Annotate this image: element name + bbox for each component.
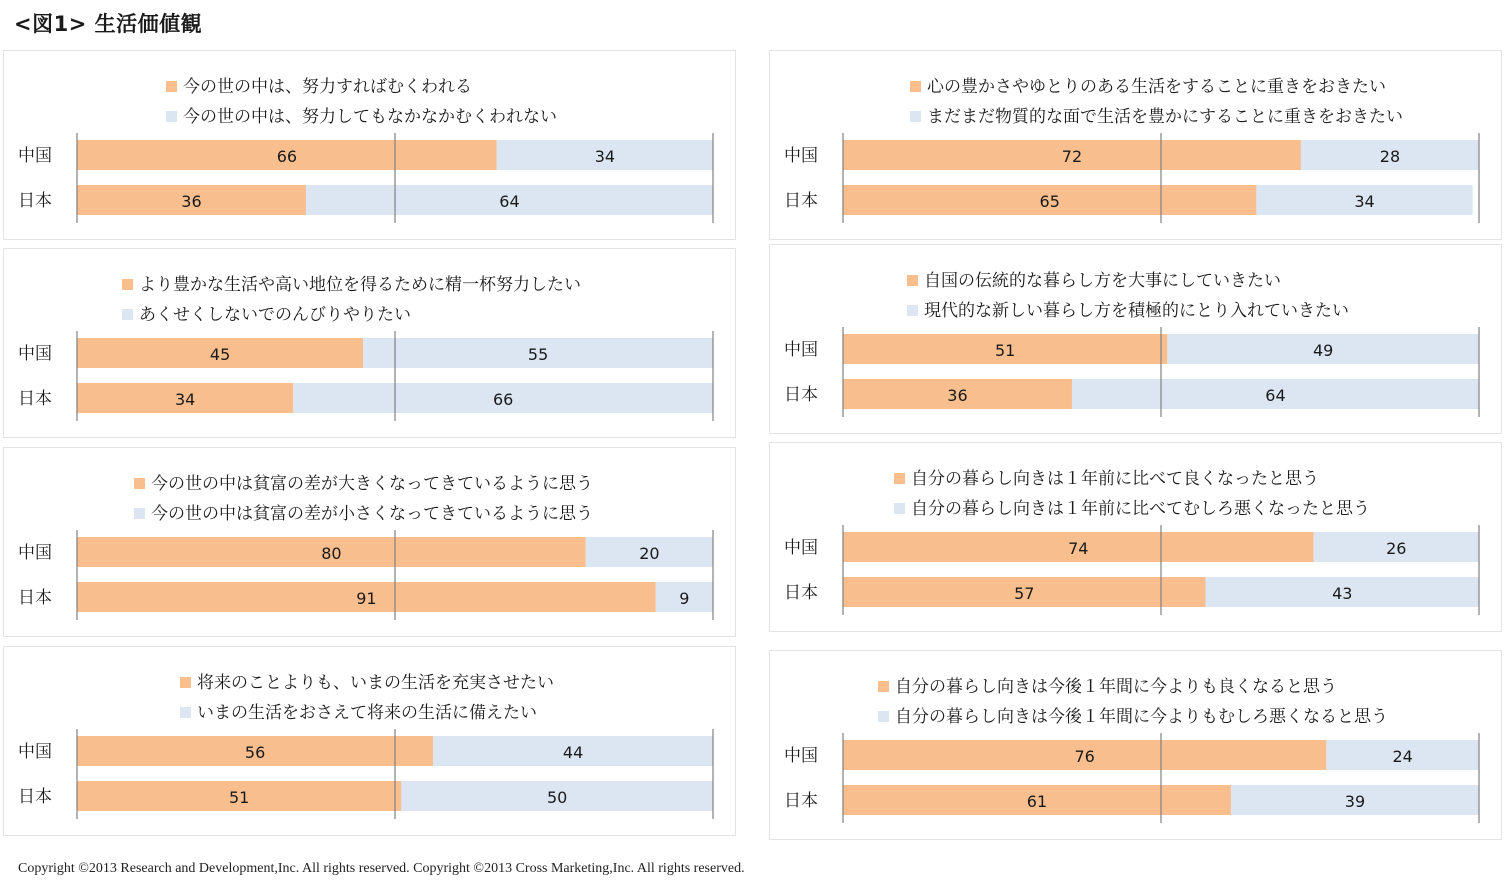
category-label: 日本 [18,191,52,211]
data-label: 64 [499,192,520,211]
chart-svg [4,647,735,835]
legend-label: 自国の伝統的な暮らし方を大事にしていきたい [924,271,1281,291]
category-label: 日本 [18,588,52,608]
data-label: 24 [1392,747,1413,766]
legend-label: 今の世の中は、努力してもなかなかむくわれない [183,107,557,127]
data-label: 66 [492,390,514,409]
legend-label: まだまだ物質的な面で生活を豊かにすることに重きをおきたい [927,107,1403,127]
legend-label: より豊かな生活や高い地位を得るために精一杯努力したい [139,275,581,295]
category-label: 中国 [784,146,818,166]
data-label: 80 [321,544,342,563]
data-label: 51 [229,788,250,807]
category-label: 日本 [784,191,818,211]
legend-label: いまの生活をおさえて将来の生活に備えたい [197,703,537,723]
data-label: 57 [1014,584,1035,603]
category-label: 日本 [18,787,52,807]
legend-swatch [894,473,905,484]
chart-panel [3,50,736,240]
legend-swatch [907,305,918,316]
legend-label: 今の世の中は貧富の差が大きくなってきているように思う [151,474,593,494]
data-label: 34 [594,147,616,166]
data-label: 51 [995,341,1016,360]
legend-swatch [180,677,191,688]
data-label: 45 [209,345,231,364]
data-label: 39 [1344,792,1366,811]
chart-svg [4,51,735,239]
data-label: 49 [1313,341,1334,360]
legend-swatch [122,279,133,290]
legend-label: 現代的な新しい暮らし方を積極的にとり入れていきたい [924,301,1349,321]
data-label: 28 [1379,147,1401,166]
data-label: 66 [276,147,298,166]
legend-swatch [894,503,905,514]
data-label: 50 [547,788,568,807]
chart-panel [3,447,736,637]
data-label: 36 [947,386,968,405]
category-label: 中国 [18,742,52,762]
category-label: 中国 [18,543,52,563]
data-label: 9 [679,589,690,608]
legend-label: 自分の暮らし向きは１年前に比べてむしろ悪くなったと思う [911,499,1370,519]
data-label: 74 [1068,539,1089,558]
chart-svg [770,443,1501,631]
legend-swatch [907,275,918,286]
legend-swatch [122,309,133,320]
data-label: 43 [1332,584,1353,603]
data-label: 26 [1386,539,1407,558]
legend-label: 今の世の中は貧富の差が小さくなってきているように思う [151,504,593,524]
data-label: 76 [1074,747,1095,766]
legend-label: 自分の暮らし向きは今後１年間に今よりもむしろ悪くなると思う [895,707,1388,727]
data-label: 91 [356,589,377,608]
legend-label: 自分の暮らし向きは今後１年間に今よりも良くなると思う [895,677,1337,697]
chart-svg [4,249,735,437]
data-label: 56 [244,743,266,762]
data-label: 34 [174,390,196,409]
legend-label: 自分の暮らし向きは１年前に比べて良くなったと思う [911,469,1319,489]
legend-swatch [166,111,177,122]
legend-swatch [134,478,145,489]
category-label: 中国 [784,538,818,558]
legend-label: 心の豊かさやゆとりのある生活をすることに重きをおきたい [927,77,1386,97]
legend-swatch [878,681,889,692]
legend-label: あくせくしないでのんびりやりたい [139,305,411,325]
legend-swatch [134,508,145,519]
figure-title: <図1> 生活価値観 [14,12,203,36]
chart-svg [770,51,1501,239]
data-label: 61 [1026,792,1048,811]
category-label: 日本 [784,791,818,811]
copyright-notice: Copyright ©2013 Research and Development,Inc. All rights reserved. Copyright ©2013 Cross Marketing,Inc. All rights reserved. [18,861,745,876]
category-label: 中国 [784,340,818,360]
data-label: 64 [1265,386,1286,405]
legend-label: 今の世の中は、努力すればむくわれる [183,77,472,97]
data-label: 34 [1354,192,1375,211]
category-label: 日本 [784,385,818,405]
data-label: 20 [639,544,660,563]
chart-panel [769,50,1502,240]
data-label: 72 [1061,147,1083,166]
chart-panel [769,442,1502,632]
chart-panel [3,646,736,836]
chart-panel [3,248,736,438]
category-label: 日本 [18,389,52,409]
chart-svg [770,245,1501,433]
legend-swatch [910,111,921,122]
legend-label: 将来のことよりも、いまの生活を充実させたい [197,673,554,693]
chart-svg [770,651,1501,839]
category-label: 中国 [18,146,52,166]
data-label: 55 [527,345,549,364]
chart-panel [769,650,1502,840]
category-label: 日本 [784,583,818,603]
category-label: 中国 [18,344,52,364]
data-label: 36 [181,192,202,211]
data-label: 65 [1039,192,1060,211]
legend-swatch [910,81,921,92]
legend-swatch [180,707,191,718]
legend-swatch [878,711,889,722]
category-label: 中国 [784,746,818,766]
chart-panel [769,244,1502,434]
chart-svg [4,448,735,636]
data-label: 44 [562,743,584,762]
legend-swatch [166,81,177,92]
